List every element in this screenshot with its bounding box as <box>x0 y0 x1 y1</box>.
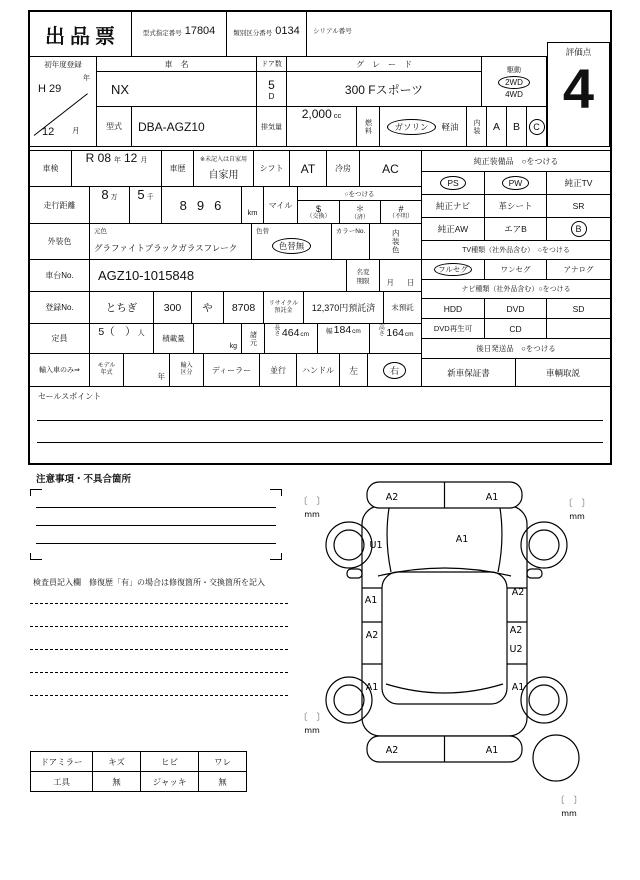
cooling-value: AC <box>360 150 422 187</box>
original-color-value: グラファイトブラックガラスフレーク <box>94 243 238 253</box>
inspector-writing-line <box>30 649 288 650</box>
tool-cell: ドアミラー <box>31 752 93 772</box>
doors-value: 5 <box>268 77 275 92</box>
height-unit: cm <box>404 331 414 338</box>
equip-ps-cell <box>422 172 485 195</box>
exchange-symbol: $ <box>315 203 321 214</box>
notes-writing-line <box>36 543 276 544</box>
mile-option-unknown <box>381 201 422 224</box>
damage-code-label: A1 <box>455 534 469 545</box>
interior-grade-c-cell <box>527 107 547 147</box>
navi-hdd: HDD <box>422 299 485 319</box>
pw-selected: PW <box>502 176 530 190</box>
shaken-month-unit: 月 <box>140 157 148 164</box>
displacement-value: 2,000 <box>301 107 332 121</box>
capacity-unit: 人 <box>137 330 145 337</box>
name-change-label-cell <box>347 260 380 292</box>
capacity-label: 定員 <box>30 324 90 354</box>
inspector-writing-line <box>30 695 288 696</box>
name-change-date-cell <box>380 260 422 292</box>
damage-code-label: A1 <box>485 492 499 503</box>
history-note: ※未記入は自家用 <box>199 156 248 163</box>
import-type-label-2: 区分 <box>180 370 193 376</box>
fuel-cell <box>380 107 467 147</box>
tool-cell: 無 <box>93 772 141 792</box>
spec-label: 諸元 <box>249 330 257 347</box>
cooling-label: 冷房 <box>327 150 360 187</box>
doors-label: ドア数 <box>257 57 287 72</box>
class-code-cell <box>227 12 307 57</box>
recycle-label-2: 預託金 <box>274 307 293 314</box>
mm-measure-bracket: 〔 〕 <box>555 796 583 806</box>
interior-grade-c-selected: C <box>529 119 545 135</box>
model-year-label-cell <box>90 354 124 387</box>
done-note: （済） <box>350 215 369 221</box>
shaken-era: R 08 <box>85 151 111 165</box>
auction-sheet <box>28 10 612 465</box>
tool-cell: ジャッキ <box>141 772 199 792</box>
mile-circle-note: ○をつける <box>298 187 422 201</box>
length-unit: cm <box>300 331 310 338</box>
airbag-b-selected: B <box>571 221 587 237</box>
first-reg-label: 初年度登録 <box>44 60 82 69</box>
mm-unit-label: mm <box>569 512 585 521</box>
notes-section-label: 注意事項・不具合箇所 <box>36 474 132 485</box>
recolor-cell <box>252 224 332 260</box>
name-change-label-1: 名変 <box>356 268 370 276</box>
tool-cell: 工具 <box>31 772 93 792</box>
recolor-label: 色替 <box>256 228 269 235</box>
load-label: 積載量 <box>154 324 194 354</box>
mm-unit-label: mm <box>561 809 577 818</box>
tv-analog: アナログ <box>547 260 610 280</box>
displacement-cell <box>287 107 357 147</box>
damage-code-label: A2 <box>511 587 525 598</box>
navi-dvd: DVD <box>485 299 547 319</box>
mileage-sen: 5 <box>137 187 145 202</box>
import-parallel: 並行 <box>260 354 297 387</box>
mm-unit-label: mm <box>304 510 320 519</box>
mileage-label: 走行距離 <box>30 187 90 224</box>
tv-fullseg-cell <box>422 260 485 280</box>
mileage-last-digits: 896 <box>162 187 242 224</box>
spec-label-cell <box>242 324 265 354</box>
height-label: 高さ <box>377 324 384 336</box>
capacity-value: 5（ ） <box>98 326 136 338</box>
mirror-tools-table <box>30 751 247 792</box>
model-value: DBA-AGZ10 <box>132 107 257 147</box>
shaken-label: 車検 <box>30 150 72 187</box>
original-color-cell <box>90 224 252 260</box>
recolor-none-selected: 色替無 <box>272 238 312 254</box>
inspector-writing-line <box>30 626 288 627</box>
width-cell <box>318 324 370 354</box>
doors-unit: D <box>268 91 275 101</box>
interior-label: 内装 <box>473 118 480 135</box>
tv-type-header: TV種類（社外品含む） ○をつける <box>422 241 610 260</box>
displacement-unit: cc <box>333 111 342 120</box>
damage-code-label: A1 <box>364 595 378 606</box>
shaken-year-unit: 年 <box>114 157 121 164</box>
equipment-header: 純正装備品 ○をつける <box>422 150 610 172</box>
length-value: 464 <box>281 327 300 339</box>
tool-cell: 無 <box>199 772 247 792</box>
empty-cell <box>547 319 610 339</box>
length-label: 長さ <box>272 324 279 336</box>
notes-writing-line <box>36 525 276 526</box>
equip-leather: 革シート <box>485 195 547 218</box>
score-value: 4 <box>562 57 595 120</box>
mm-unit-label: mm <box>304 726 320 735</box>
width-value: 184 <box>333 324 352 336</box>
month-unit-label: 月 <box>72 126 80 135</box>
sales-point-label: セールスポイント <box>38 392 102 401</box>
import-only-label: 輸入車のみ⇒ <box>30 354 90 387</box>
mm-measure-bracket: 〔 〕 <box>563 499 591 509</box>
damage-code-label: A2 <box>385 745 399 756</box>
load-unit-cell: kg <box>194 324 242 354</box>
equip-aw: 純正AW <box>422 218 485 241</box>
damage-diagram <box>292 470 617 830</box>
year-unit-label: 年 <box>83 75 90 82</box>
import-type-label-1: 輸入 <box>180 363 193 369</box>
model-code-cell <box>132 12 227 57</box>
mm-measure-bracket: 〔 〕 <box>298 713 326 723</box>
notes-bracket-corner <box>30 553 42 560</box>
interior-color-label: 内装色 <box>391 228 401 255</box>
equip-tv: 純正TV <box>547 172 610 195</box>
equip-airbag-b-cell <box>547 218 610 241</box>
done-symbol: ＊ <box>355 204 365 214</box>
shaken-month: 12 <box>124 151 138 165</box>
color-no-cell <box>332 224 370 260</box>
shift-value: AT <box>290 150 327 187</box>
recycle-none: 未預託 <box>384 292 422 324</box>
car-name-value: NX <box>97 72 257 107</box>
notes-writing-line <box>36 507 276 508</box>
tool-cell: ヒビ <box>141 752 199 772</box>
history-label: 車歴 <box>162 150 194 187</box>
damage-code-label: A2 <box>365 630 379 641</box>
damage-code-label: A1 <box>511 682 525 693</box>
navi-type-header: ナビ種類（社外品含む）○をつける <box>422 280 610 299</box>
length-cell <box>265 324 318 354</box>
color-no-label: カラーNo. <box>335 228 366 235</box>
serial-label: シリアル番号 <box>313 28 352 35</box>
fuel-diesel: 軽油 <box>441 121 459 132</box>
grade-value: 300 Fスポーツ <box>287 72 482 107</box>
damage-code-label: A2 <box>385 492 399 503</box>
class-code-label: 類別区分番号 <box>233 30 273 37</box>
grade-label: グ レ ー ド <box>287 57 482 72</box>
fuel-label-cell <box>357 107 380 147</box>
doors-value-cell <box>257 72 287 107</box>
chassis-label: 車台No. <box>30 260 90 292</box>
drive-label: 駆動 <box>507 66 521 74</box>
recycle-deposit-value: 12,370円預託済 <box>304 292 384 324</box>
registration-class: 300 <box>154 292 192 324</box>
interior-label-cell <box>467 107 487 147</box>
width-unit: cm <box>352 328 361 335</box>
name-change-day-unit: 日 <box>407 278 415 287</box>
km-unit: km <box>242 187 264 224</box>
width-label: 幅 <box>326 328 333 335</box>
history-cell <box>194 150 254 187</box>
mile-label: マイル <box>264 187 298 224</box>
capacity-cell <box>90 324 154 354</box>
recycle-label-cell <box>264 292 304 324</box>
rear-right-wheel <box>521 677 567 723</box>
name-change-label-2: 期限 <box>356 277 370 285</box>
interior-color-cell <box>370 224 422 260</box>
inspector-note: 検査員記入欄 修復歴「有」の場合は修復箇所・交換箇所を記入 <box>33 578 265 587</box>
model-year-unit-cell: 年 <box>124 354 170 387</box>
damage-code-label: U1 <box>369 540 383 551</box>
fuel-label: 燃料 <box>364 118 372 135</box>
interior-grade-b: B <box>507 107 527 147</box>
new-car-warranty: 新車保証書 <box>422 359 516 387</box>
height-cell <box>370 324 422 354</box>
sales-point-line <box>37 442 603 443</box>
mileage-man-cell <box>90 187 130 224</box>
notes-bracket-corner <box>270 553 282 560</box>
handle-right-cell <box>368 354 422 387</box>
history-value: 自家用 <box>208 169 239 181</box>
model-year-label-2: 年式 <box>100 370 113 376</box>
handle-left: 左 <box>340 354 368 387</box>
mile-option-done <box>340 201 381 224</box>
chassis-value: AGZ10-1015848 <box>90 260 347 292</box>
dvd-playable: DVD再生可 <box>422 319 485 339</box>
first-reg-month: 12 <box>42 126 55 138</box>
mileage-man: 8 <box>101 187 109 202</box>
sen-unit: 千 <box>146 194 154 201</box>
car-name-label: 車 名 <box>97 57 257 72</box>
score-label: 評価点 <box>565 47 592 57</box>
import-dealer: ディーラー <box>204 354 260 387</box>
displacement-label: 排気量 <box>257 107 287 147</box>
navi-sd: SD <box>547 299 610 319</box>
damage-code-label: U2 <box>509 644 523 655</box>
front-right-wheel <box>521 522 567 568</box>
recycle-label-1: リサイクル <box>268 300 299 307</box>
class-code-value: 0134 <box>275 25 300 37</box>
first-registration-cell <box>30 57 97 147</box>
unknown-note: （不明） <box>388 213 413 220</box>
name-change-month-unit: 月 <box>386 278 394 287</box>
exterior-color-label: 外装色 <box>30 224 90 260</box>
spare-tire-circle <box>533 735 579 781</box>
sales-point-line <box>37 420 603 421</box>
notes-bracket-corner <box>270 489 282 496</box>
drive-4wd: 4WD <box>505 89 523 99</box>
car-outline <box>326 482 579 781</box>
left-mirror <box>347 569 362 578</box>
inspector-writing-line <box>30 672 288 673</box>
first-reg-year: H 29 <box>38 83 62 95</box>
model-year-label-1: モデル <box>97 363 116 369</box>
equip-sunroof: SR <box>547 195 610 218</box>
damage-code-label: A1 <box>485 745 499 756</box>
unknown-symbol: # <box>398 203 404 214</box>
mm-measure-bracket: 〔 〕 <box>298 497 326 507</box>
model-label: 型式 <box>97 107 132 147</box>
fullseg-selected: フルセグ <box>434 263 472 276</box>
inspector-writing-line <box>30 603 288 604</box>
registration-no-label: 登録No. <box>30 292 90 324</box>
interior-grade-a: A <box>487 107 507 147</box>
equip-navi: 純正ナビ <box>422 195 485 218</box>
import-type-label-cell <box>170 354 204 387</box>
vehicle-manual: 車輌取説 <box>516 359 610 387</box>
handle-right-selected: 右 <box>383 362 406 379</box>
shaken-value-cell <box>72 150 162 187</box>
exchange-note: （交換） <box>306 213 331 220</box>
height-value: 164 <box>386 327 404 339</box>
equip-pw-cell <box>485 172 547 195</box>
original-color-label: 元色 <box>94 228 107 235</box>
registration-kana: や <box>192 292 224 324</box>
evaluation-box <box>547 42 610 147</box>
right-mirror <box>527 569 542 578</box>
registration-number: 8708 <box>224 292 264 324</box>
model-code-value: 17804 <box>184 25 216 37</box>
fuel-gasoline-selected: ガソリン <box>387 119 435 135</box>
damage-code-label: A2 <box>509 625 523 636</box>
equip-airbag: エアB <box>485 218 547 241</box>
drive-2wd-selected: 2WD <box>498 76 530 89</box>
sheet-title: 出品票 <box>30 12 132 57</box>
shift-label: シフト <box>254 150 290 187</box>
registration-area: とちぎ <box>90 292 154 324</box>
sales-point-cell <box>30 387 610 467</box>
mile-option-exchange <box>298 201 340 224</box>
handle-label: ハンドル <box>297 354 340 387</box>
later-shipping-header: 後日発送品 ○をつける <box>422 339 610 359</box>
man-unit: 万 <box>110 194 118 201</box>
ps-selected: PS <box>440 176 465 190</box>
navi-cd: CD <box>485 319 547 339</box>
drive-cell <box>482 57 547 107</box>
tv-oneseg: ワンセグ <box>485 260 547 280</box>
model-code-label: 型式指定番号 <box>142 30 182 37</box>
damage-code-label: A1 <box>365 682 379 693</box>
tool-cell: ワレ <box>199 752 247 772</box>
mileage-sen-cell <box>130 187 162 224</box>
notes-bracket-corner <box>30 489 42 496</box>
tool-cell: キズ <box>93 752 141 772</box>
